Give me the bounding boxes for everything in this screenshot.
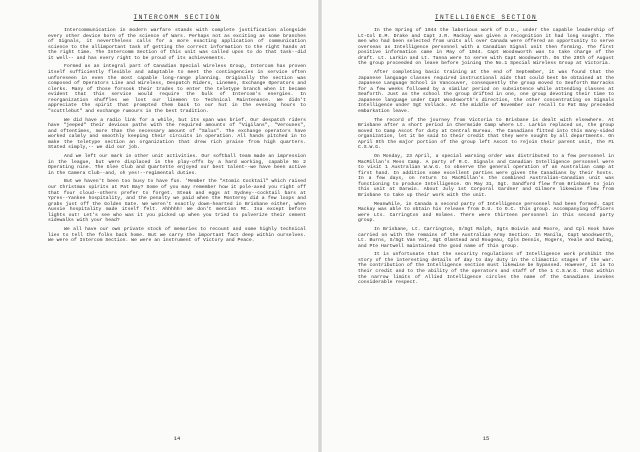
intercomm-paragraph-3: We did have a radio link for a while, but its span was brief. Our despatch riders have "jeeped" their devious paths with the required amounts of "Vigilans", "Verounes", and oftentimes, more than the necessary amount of "Salus". The exchange operators have worked calmly and smoothly keeping their circuits in operation. All hands pitched in to make the teletype section an organization that drew rich praise from high quarters. Stated simply,-- we did our job. — [48, 117, 306, 151]
intelligence-paragraph-1: In the Spring of 1944 the laborious work of D.U., under the capable leadership of Lt-Col E.M. Drake and Capt J.R. Mackay was given a recognition it had long sought. The men who had been selected from units all over Canada were offered an opportunity to serve overseas as Intelligence personnel with a Canadian Signal unit then forming. The first positive information came in May of 1944. Capt Woodsworth was to take charge of the draft. Lt. Larkin and Lt. Tanna were to serve with Capt Woodsworth. On the 29th of August the group proceeded on leave before joining the No.1 Special Wireless Group at Victoria. — [358, 28, 614, 67]
intercomm-paragraph-1: Intercommunication in modern warfare stands with complete justification alongside every other device born of the science of Wars. Perhaps not as exciting as some branches of Signals, it nevertheless calls for a more exacting application of communication science to the allimportant task of getting the correct information to the right hands at the right time. The Intercomm Section of this unit was called upon to do that task--did it well-- and has every right to be proud of its achievements. — [48, 28, 306, 61]
intercomm-paragraph-4: And we left our mark in other unit activities. Our softball team made an impression in the league, but were displaced in the play-offs by a hard working, capable No 2 Operating nine. The Glee Club and Quartette enjoyed our best talent--we have been active in the Camera Club--and, oh yes!--regimental duties. — [48, 154, 306, 176]
left-page-number: 14 — [173, 436, 181, 442]
right-page-number: 15 — [482, 436, 490, 442]
intelligence-paragraph-7: It is unfortunate that the security regulations of Intelligence work prohibit the story of the interesting details of day to day duty in the climactic stages of the war. The contribution of the Intelligence section must likewise be bypassed. However, it is to their credit and to the ability of the operators and staff of the 1 C.S.W.G. that within the narrow limits of Allied Intelligence circles the name of the Canadians invokes considerable respect. — [358, 252, 614, 286]
intelligence-paragraph-5: Meanwhile, in Canada a second party of Intelligence personnel had been formed. Capt Mackay was able to obtain his release from D.U. to O.C. this group. Accompanying officers were Lts. Carrington and Holmes. There were thirteen personnel in this second party group. — [358, 201, 614, 224]
left-page — [48, 14, 306, 444]
intelligence-paragraph-4: On Monday, 23 April, a special warning order was distributed to a few personnel in MacMillan's Mess Camp. A party of R.C. Signals and Canadian Intelligence personnel were to visit 1 Australian W.W.G. to observe the general operation of an Australian camp at first hand. In addition some excellent parties were given the Canadians by their hosts. In a few days, on return to MacMillan's the combined Australian-Canadian unit was functioning to produce Intelligence. On May 31, Sgt. Sandford flew from Brisbane to join this unit at Darwin. About July 1st Corporal Gardner and Gilmore likewise flew from Brisbane to take up their work with the unit. — [358, 154, 614, 198]
intelligence-paragraph-3: The record of the journey from Victoria to Brisbane is dealt with elsewhere. At Brisbane after a short period in Chermside Camp where Lt. Larkin replaced us, the group moved to Camp Ascot for duty at Central Bureau. The Canadians fitted into this many-sided organization, let it be said to their credit that they were sought by all departments. On April 9th the major portion of the group left Ascot to rejoin their parent unit, the #1 C.S.W.G. — [358, 117, 614, 151]
intercomm-paragraph-6: We all have our own private stock of memories to recount and some highly technical lies to tell the folks back home. But we carry the important fact deep within ourselves. We were of Intercom Section. We were an instrument of Victory and Peace. — [48, 226, 306, 244]
intelligence-paragraph-2: After completing basic training at the end of September, it was found that the Japanese language classes required instructional aids that could best be obtained at the Japanese Language School in Vancouver, consequently the group moved to Seaforth Barracks for a few weeks followed by a similar period on subsistence while attending classes at Seaforth. Just as the school the group drifted in one, one group devoting their time to Japanese language under Capt Woodsworth's direction, the other concentrating on Signals Intelligence under Sgt Vollack. At the middle of November our recall to Pat Bay preceded embarkation leave. — [358, 70, 614, 114]
intercomm-paragraph-2: Formed as an integral part of Canadian Special Wireless Group, Intercom has proven itself sufficiently flexible and adaptable to meet the contingencies in service often unforeseen in even the most capable long-range planning. Originally the section was composed of Operators Line and Wireless, Despatch Riders, Linemen, Exchange Operators and clerks. Many of those forsook their trades to enter the teletype branch when it became evident that this service would require the bulk of Intercom's energies. In reorganization shuffles we lost our linemen to Technical Maintenance. We didn't appreciate the spirit that prompted them back to our hut in the evening hours to "scuttlebut" and exchange rumours in the best tradition. — [48, 64, 306, 114]
intelligence-paragraph-6: In Brisbane, Lt. Carrington, S/Sgt Ralph, Sgts Boivin and Moore, and Cpl Hook have carried on with the remains of the Australian Army Section. In Manila, Capt Woodsworth, Lt. Burns, S/Sgt Van Vet, Sgt Olmstead and Rougeau, Cpls Dennis, Rogers, Yeale and Ewing, and Pte Hartwell maintained the good name of this group. — [358, 226, 614, 249]
intercomm-section-title: INTERCOMM SECTION — [133, 14, 221, 21]
page-gutter — [318, 0, 322, 452]
intercomm-paragraph-5: But we haven't been too busy to have fun. 'Member the "Atomic Cocktail" which raised our Christmas spirits at Pat Bay? Some of you may remember how it pole-axed you right off that four cloud--others prefer to forget. Steak and eggs at Sydney--cocktail bars at Ypres--Yankee hospitality, and the penalty we paid when the Monterey did a few loops and grabs just off the Golden Gate. We weren't exactly down-hearted in Brisbane either, when Aussie hospitality made itself felt. Ahhhhh! We don't mention Mt. Isa except before lights out! Let's see who was it you picked up when you tried to pulverize their cement sidewalks with your head? — [48, 179, 306, 224]
right-page — [358, 14, 614, 444]
intelligence-section-title: INTELLIGENCE SECTION — [434, 14, 538, 21]
